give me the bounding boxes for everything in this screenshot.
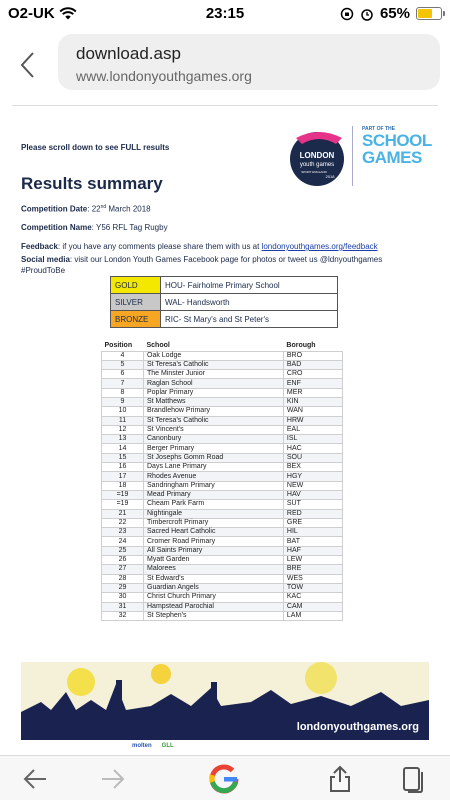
results-borough-cell: SOU (283, 453, 342, 462)
results-position-cell: 8 (102, 388, 144, 397)
table-row (102, 416, 343, 425)
feedback-text: : if you have any comments please share them with us at (57, 242, 262, 251)
logo-divider (352, 126, 353, 186)
results-borough-cell: CAM (283, 602, 342, 611)
results-position-cell: 15 (102, 453, 144, 462)
results-position-cell: 27 (102, 565, 144, 574)
status-right (340, 5, 442, 22)
results-school-cell: St Teresa's Catholic (144, 360, 284, 369)
logo-line2: youth games (299, 162, 335, 168)
table-row (102, 379, 343, 388)
table-row (102, 518, 343, 527)
results-borough-cell: HAF (283, 546, 342, 555)
results-position-cell: 31 (102, 602, 144, 611)
social-text: : visit our London Youth Games Facebook page for photos or tweet us @ldnyouthgames (69, 255, 383, 264)
skyline-graphic (21, 662, 429, 740)
results-borough-cell: LEW (283, 556, 342, 565)
medal-table (110, 276, 338, 328)
results-position-cell: 12 (102, 425, 144, 434)
results-position-cell: 22 (102, 518, 144, 527)
results-school-cell: Nightingale (144, 509, 284, 518)
table-row (102, 574, 343, 583)
results-school-cell: Berger Primary (144, 444, 284, 453)
table-row (102, 481, 343, 490)
competition-date-label: Competition Date (21, 204, 88, 214)
results-title: Results summary (21, 174, 163, 193)
results-position-cell: 9 (102, 397, 144, 406)
school-header: School (144, 341, 284, 351)
competition-date-suffix: nd (100, 204, 107, 210)
logo-line1: LONDON (299, 151, 335, 160)
table-row (102, 490, 343, 499)
results-position-cell: 25 (102, 546, 144, 555)
medal-school: WAL- Handsworth (161, 294, 338, 311)
table-row (102, 565, 343, 574)
battery-level (418, 9, 432, 18)
results-borough-cell: HIL (283, 528, 342, 537)
school-games-line2: GAMES (362, 148, 422, 167)
results-borough-cell: BEX (283, 463, 342, 472)
table-row (102, 472, 343, 481)
results-school-cell: Sacred Heart Catholic (144, 528, 284, 537)
competition-name: Competition Name: Y56 RFL Tag Rugby (21, 223, 168, 232)
table-row (102, 546, 343, 555)
results-school-cell: St Teresa's Catholic (144, 416, 284, 425)
scroll-note: Please scroll down to see FULL results (21, 143, 170, 152)
results-position-cell: 14 (102, 444, 144, 453)
results-position-cell: 13 (102, 435, 144, 444)
results-position-cell: 26 (102, 556, 144, 565)
medal-row (111, 294, 338, 311)
results-school-cell: St Josephs Gomm Road (144, 453, 284, 462)
logo-line3: SPORT ENGLAND (301, 170, 327, 174)
results-header-row (102, 341, 343, 351)
results-borough-cell: NEW (283, 481, 342, 490)
results-position-cell: 6 (102, 370, 144, 379)
table-row (102, 453, 343, 462)
medal-label: SILVER (111, 294, 161, 311)
logo-line4: 2018 (325, 174, 335, 179)
results-school-cell: St Matthews (144, 397, 284, 406)
results-borough-cell: RED (283, 509, 342, 518)
table-row (102, 537, 343, 546)
competition-date-rest: March 2018 (106, 204, 151, 214)
results-school-cell: Christ Church Primary (144, 593, 284, 602)
results-borough-cell: BRE (283, 565, 342, 574)
competition-name-value: Y56 RFL Tag Rugby (95, 223, 168, 232)
medal-row (111, 311, 338, 328)
results-position-cell: =19 (102, 500, 144, 509)
results-school-cell: Oak Lodge (144, 351, 284, 360)
table-row (102, 360, 343, 369)
feedback-link[interactable]: londonyouthgames.org/feedback (261, 242, 378, 251)
table-row (102, 397, 343, 406)
results-position-cell: 30 (102, 593, 144, 602)
london-skyline-banner (21, 662, 429, 740)
school-games-line1: SCHOOL (362, 131, 432, 150)
results-borough-cell: ENF (283, 379, 342, 388)
results-school-cell: Mead Primary (144, 490, 284, 499)
results-borough-cell: KIN (283, 397, 342, 406)
page-url: www.londonyouthgames.org (76, 68, 252, 84)
table-row (102, 463, 343, 472)
results-school-cell: Timbercroft Primary (144, 518, 284, 527)
results-borough-cell: HRW (283, 416, 342, 425)
results-school-cell: Raglan School (144, 379, 284, 388)
results-position-cell: 29 (102, 583, 144, 592)
results-position-cell: 24 (102, 537, 144, 546)
address-bar[interactable] (58, 34, 440, 90)
battery-icon (416, 7, 442, 20)
london-youth-games-logo (284, 126, 354, 188)
results-borough-cell: BAT (283, 537, 342, 546)
results-borough-cell: BRO (283, 351, 342, 360)
results-borough-cell: ISL (283, 435, 342, 444)
results-school-cell: Hampstead Parochial (144, 602, 284, 611)
tabs-icon[interactable] (398, 764, 428, 794)
table-row (102, 583, 343, 592)
competition-date: Competition Date: 22nd March 2018 (21, 204, 151, 214)
results-position-cell: 11 (102, 416, 144, 425)
share-icon[interactable] (325, 764, 355, 794)
results-borough-cell: BAD (283, 360, 342, 369)
google-icon[interactable] (206, 761, 242, 797)
results-borough-cell: MER (283, 388, 342, 397)
table-row (102, 444, 343, 453)
battery-percent: 65% (379, 5, 410, 22)
results-school-cell: The Minster Junior (144, 370, 284, 379)
table-row (102, 528, 343, 537)
results-borough-cell: KAC (283, 593, 342, 602)
results-school-cell: Malorees (144, 565, 284, 574)
table-row (102, 425, 343, 434)
results-position-cell: 5 (102, 360, 144, 369)
table-row (102, 611, 343, 620)
medal-row (111, 277, 338, 294)
alarm-icon (360, 7, 374, 21)
carrier-label: O2-UK (8, 5, 55, 22)
feedback-label: Feedback (21, 242, 58, 251)
back-arrow-icon[interactable] (20, 764, 50, 794)
results-school-cell: Sandringham Primary (144, 481, 284, 490)
position-header: Position (102, 341, 144, 351)
results-borough-cell: SUT (283, 500, 342, 509)
results-borough-cell: HAV (283, 490, 342, 499)
results-school-cell: Cheam Park Farm (144, 500, 284, 509)
results-school-cell: St Vincent's (144, 425, 284, 434)
results-school-cell: Cromer Road Primary (144, 537, 284, 546)
results-position-cell: =19 (102, 490, 144, 499)
results-school-cell: Canonbury (144, 435, 284, 444)
clock: 23:15 (205, 5, 245, 22)
results-position-cell: 18 (102, 481, 144, 490)
sponsor-logo: molten (132, 743, 152, 749)
feedback-line (21, 242, 378, 251)
results-school-cell: Brandlehow Primary (144, 407, 284, 416)
results-position-cell: 21 (102, 509, 144, 518)
results-school-cell: Poplar Primary (144, 388, 284, 397)
results-table (101, 341, 343, 621)
results-position-cell: 23 (102, 528, 144, 537)
results-borough-cell: HGY (283, 472, 342, 481)
results-position-cell: 16 (102, 463, 144, 472)
medal-school: RIC- St Mary's and St Peter's (161, 311, 338, 328)
table-row (102, 602, 343, 611)
table-row (102, 556, 343, 565)
page-title: download.asp (76, 44, 181, 63)
results-school-cell: Rhodes Avenue (144, 472, 284, 481)
results-borough-cell: HAC (283, 444, 342, 453)
medal-school: HOU- Fairholme Primary School (161, 277, 338, 294)
results-school-cell: Guardian Angels (144, 583, 284, 592)
hashtag: #ProudToBe (21, 266, 66, 275)
browser-toolbar (0, 755, 450, 800)
results-school-cell: Days Lane Primary (144, 463, 284, 472)
table-row (102, 388, 343, 397)
table-row (102, 351, 343, 360)
results-position-cell: 4 (102, 351, 144, 360)
results-position-cell: 32 (102, 611, 144, 620)
document-page[interactable] (12, 105, 438, 755)
competition-date-day: 22 (91, 204, 101, 214)
forward-arrow-icon[interactable] (98, 764, 128, 794)
social-label: Social media (21, 255, 70, 264)
table-row (102, 407, 343, 416)
orientation-lock-icon (340, 7, 354, 21)
results-borough-cell: TOW (283, 583, 342, 592)
results-school-cell: All Saints Primary (144, 546, 284, 555)
results-school-cell: St Stephen's (144, 611, 284, 620)
results-borough-cell: CRO (283, 370, 342, 379)
table-row (102, 509, 343, 518)
social-line (21, 255, 382, 264)
banner-url: londonyouthgames.org (296, 721, 419, 733)
sponsor-logo: GLL (161, 743, 174, 749)
results-borough-cell: WES (283, 574, 342, 583)
medal-label: BRONZE (111, 311, 161, 328)
school-games-logo (362, 126, 442, 186)
chevron-left-icon[interactable] (18, 50, 38, 80)
results-borough-cell: EAL (283, 425, 342, 434)
browser-header (0, 28, 450, 98)
results-position-cell: 28 (102, 574, 144, 583)
results-borough-cell: LAM (283, 611, 342, 620)
table-row (102, 593, 343, 602)
results-position-cell: 7 (102, 379, 144, 388)
sponsor-strip (132, 740, 332, 752)
results-school-cell: St Edward's (144, 574, 284, 583)
table-row (102, 435, 343, 444)
table-row (102, 500, 343, 509)
results-school-cell: Myatt Garden (144, 556, 284, 565)
results-borough-cell: WAN (283, 407, 342, 416)
borough-header: Borough (283, 341, 342, 351)
results-position-cell: 17 (102, 472, 144, 481)
results-borough-cell: GRE (283, 518, 342, 527)
school-games-tagline: PART OF THE (362, 126, 395, 132)
competition-name-label: Competition Name (21, 223, 92, 232)
status-bar (0, 0, 450, 28)
table-row (102, 370, 343, 379)
results-position-cell: 10 (102, 407, 144, 416)
medal-label: GOLD (111, 277, 161, 294)
